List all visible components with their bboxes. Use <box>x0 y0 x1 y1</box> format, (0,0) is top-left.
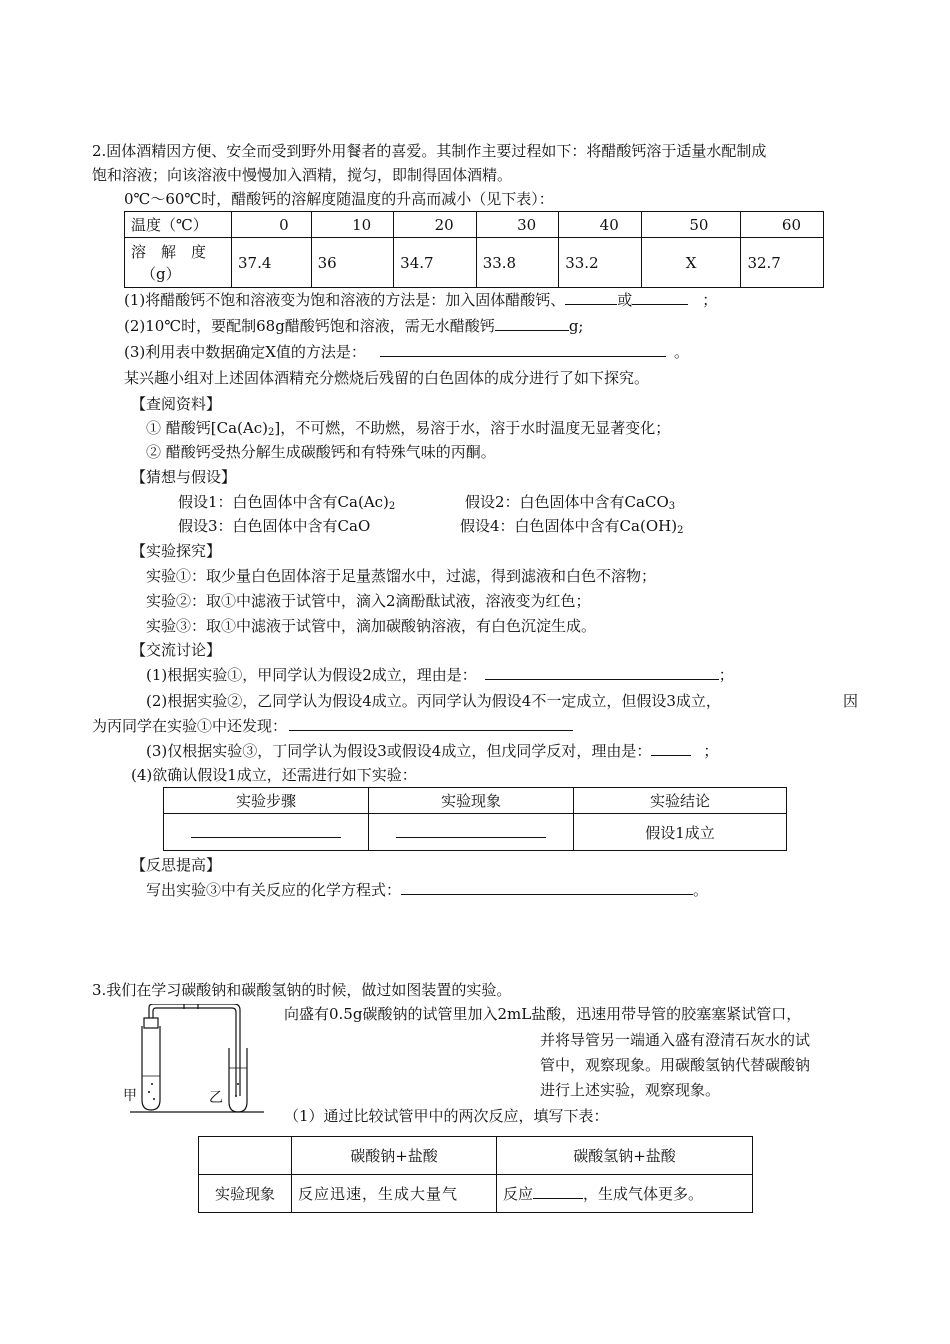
bicarbonate-text-b: ，生成气体更多。 <box>583 1185 704 1203</box>
answer-blank[interactable] <box>533 1184 583 1199</box>
heading-experiments: 【实验探究】 <box>131 542 222 560</box>
discussion-2-cont-text: 为丙同学在实验①中还发现： <box>92 717 288 735</box>
q2-sub2-unit: g; <box>568 317 584 335</box>
q3-sub1: （1）通过比较试管甲中的两次反应，填写下表： <box>284 1107 609 1125</box>
discussion-1-end: ； <box>718 666 734 684</box>
label-jia: 甲 <box>123 1088 137 1104</box>
temp-cell: 40 <box>559 212 642 238</box>
answer-blank[interactable] <box>380 342 666 357</box>
discussion-3 <box>146 741 718 761</box>
corner-cell <box>199 1137 292 1175</box>
discussion-3-end: ； <box>703 742 719 760</box>
answer-blank[interactable] <box>289 716 573 731</box>
row-phenomenon: 实验现象 <box>199 1175 292 1213</box>
col-conclusion: 实验结论 <box>574 788 787 814</box>
q2-sub3 <box>124 342 689 362</box>
solubility-cell: 37.4 <box>232 238 312 288</box>
solubility-label-b: （g） <box>141 264 181 283</box>
hypothesis-2-text: 假设2：白色固体中含有CaCO <box>465 493 669 511</box>
solubility-table <box>124 211 824 288</box>
reference-1-a: ① 醋酸钙[Ca(Ac) <box>146 419 268 437</box>
discussion-2: (2)根据实验②，乙同学认为假设4成立。丙同学认为假设4不一定成立，但假设3成立， <box>146 692 721 710</box>
equation-line <box>146 880 708 900</box>
q2-sub1-end: ； <box>702 291 718 309</box>
temp-label: 温度（℃） <box>125 212 232 238</box>
bicarbonate-phenomenon <box>497 1175 753 1213</box>
test-tube-yi <box>229 1048 247 1112</box>
discussion-4: (4)欲确认假设1成立，还需进行如下实验： <box>131 766 417 784</box>
carbonate-phenomenon: 反应迅速，生成大量气 <box>292 1175 497 1213</box>
q3-para-3: 管中，观察现象。用碳酸氢钠代替碳酸钠 <box>540 1056 811 1074</box>
reference-1-b: ]，不可燃，不助燃，易溶于水，溶于水时温度无显著变化； <box>274 419 671 437</box>
discussion-1 <box>146 665 734 685</box>
experiment-1: 实验①：取少量白色固体溶于足量蒸馏水中，过滤，得到滤液和白色不溶物； <box>146 567 657 585</box>
solubility-cell: 33.2 <box>559 238 642 288</box>
bubble <box>235 1095 237 1097</box>
bubble <box>237 1083 239 1085</box>
test-tube-jia <box>142 1026 160 1110</box>
label-yi: 乙 <box>209 1090 223 1106</box>
bubble <box>151 1083 153 1085</box>
heading-hypotheses: 【猜想与假设】 <box>131 468 237 486</box>
discussion-2-cont <box>92 716 573 736</box>
q2-sub2-text: (2)10℃时，要配制68g醋酸钙饱和溶液，需无水醋酸钙 <box>124 317 495 335</box>
equation-end: 。 <box>693 881 709 899</box>
discussion-3-text: (3)仅根据实验③，丁同学认为假设3或假设4成立，但戊同学反对，理由是： <box>146 742 652 760</box>
hypothesis-2 <box>465 492 675 517</box>
solubility-cell: X <box>641 238 741 288</box>
q2-sub1-text: (1)将醋酸钙不饱和溶液变为饱和溶液的方法是：加入固体醋酸钙、 <box>124 291 566 309</box>
solubility-cell: 33.8 <box>476 238 559 288</box>
q2-intro-line3: 0℃～60℃时，醋酸钙的溶解度随温度的升高而减小（见下表）： <box>124 190 554 208</box>
col-observations: 实验现象 <box>369 788 574 814</box>
q2-intro-line2: 饱和溶液；向该溶液中慢慢加入酒精，搅匀，即制得固体酒精。 <box>92 166 513 184</box>
col-sodium-bicarbonate: 碳酸氢钠+盐酸 <box>497 1137 753 1175</box>
answer-blank[interactable] <box>485 665 719 680</box>
apparatus-diagram <box>118 1004 278 1116</box>
q3-para-1: 向盛有0.5g碳酸钠的试管里加入2mL盐酸，迅速用带导管的胶塞塞紧试管口， <box>284 1005 802 1023</box>
reference-2: ② 醋酸钙受热分解生成碳酸钙和有特殊气味的丙酮。 <box>146 443 496 461</box>
subscript: 2 <box>388 501 396 512</box>
steps-cell <box>164 814 369 851</box>
subscript: 2 <box>677 525 684 536</box>
answer-blank[interactable] <box>396 823 546 838</box>
verification-table <box>163 787 787 851</box>
col-sodium-carbonate: 碳酸钠+盐酸 <box>292 1137 497 1175</box>
hypothesis-4-text: 假设4：白色固体中含有Ca(OH) <box>460 517 678 535</box>
answer-blank[interactable] <box>495 316 569 331</box>
solubility-label-a: 溶 解 度 <box>131 242 207 261</box>
discussion-2-yin: 因 <box>843 692 859 710</box>
q3-title: 3.我们在学习碳酸钠和碳酸氢钠的时候，做过如图装置的实验。 <box>92 981 512 999</box>
q3-para-2: 并将导管另一端通入盛有澄清石灰水的试 <box>540 1031 811 1049</box>
col-steps: 实验步骤 <box>164 788 369 814</box>
heading-discussion: 【交流讨论】 <box>131 641 222 659</box>
hypothesis-1 <box>178 492 395 517</box>
q2-sub3-end: 。 <box>673 343 689 361</box>
solubility-cell: 34.7 <box>394 238 477 288</box>
hypothesis-4 <box>460 516 683 541</box>
q2-sub2 <box>124 316 583 336</box>
q3-para-4: 进行上述实验，观察现象。 <box>540 1081 721 1099</box>
q2-lead: 某兴趣小组对上述固体酒精充分燃烧后残留的白色固体的成分进行了如下探究。 <box>124 369 650 387</box>
experiment-3: 实验③：取①中滤液于试管中，滴加碳酸钠溶液，有白色沉淀生成。 <box>146 617 597 635</box>
solubility-cell: 36 <box>311 238 394 288</box>
temp-cell: 50 <box>641 212 741 238</box>
answer-blank[interactable] <box>401 880 693 895</box>
hypothesis-1-text: 假设1：白色固体中含有Ca(Ac) <box>178 493 389 511</box>
conclusion-cell: 假设1成立 <box>574 814 787 851</box>
stopper-jia <box>144 1018 158 1028</box>
comparison-table <box>198 1136 753 1213</box>
bubble <box>148 1091 150 1093</box>
bubble <box>153 1098 155 1100</box>
experiment-2: 实验②：取①中滤液于试管中，滴入2滴酚酞试液，溶液变为红色； <box>146 592 591 610</box>
solubility-label <box>125 238 232 288</box>
discussion-1-text: (1)根据实验①，甲同学认为假设2成立，理由是： <box>146 666 477 684</box>
q2-sub1-or: 或 <box>617 291 633 309</box>
heading-references: 【查阅资料】 <box>131 395 222 413</box>
q2-intro-line1: 2.固体酒精因方便、安全而受到野外用餐者的喜爱。其制作主要过程如下：将醋酸钙溶于适量水配制成 <box>92 142 767 160</box>
answer-blank[interactable] <box>632 290 688 305</box>
temp-cell: 0 <box>232 212 312 238</box>
bicarbonate-text-a: 反应 <box>503 1185 534 1203</box>
temp-cell: 20 <box>394 212 477 238</box>
answer-blank[interactable] <box>651 741 691 756</box>
subscript: 2 <box>267 427 275 438</box>
temp-cell: 60 <box>741 212 824 238</box>
delivery-tube-inner <box>153 1008 236 1096</box>
hypothesis-3: 假设3：白色固体中含有CaO <box>178 517 371 535</box>
heading-reflection: 【反思提高】 <box>131 856 222 874</box>
temp-cell: 30 <box>476 212 559 238</box>
delivery-tube-outer <box>149 1004 240 1096</box>
solubility-cell: 32.7 <box>741 238 824 288</box>
q2-sub1 <box>124 290 717 310</box>
equation-prompt: 写出实验③中有关反应的化学方程式： <box>146 881 402 899</box>
answer-blank[interactable] <box>191 823 341 838</box>
reference-1 <box>146 418 670 443</box>
subscript: 3 <box>668 501 676 512</box>
observations-cell <box>369 814 574 851</box>
temp-cell: 10 <box>311 212 394 238</box>
q2-sub3-text: (3)利用表中数据确定X值的方法是： <box>124 343 366 361</box>
answer-blank[interactable] <box>565 290 617 305</box>
